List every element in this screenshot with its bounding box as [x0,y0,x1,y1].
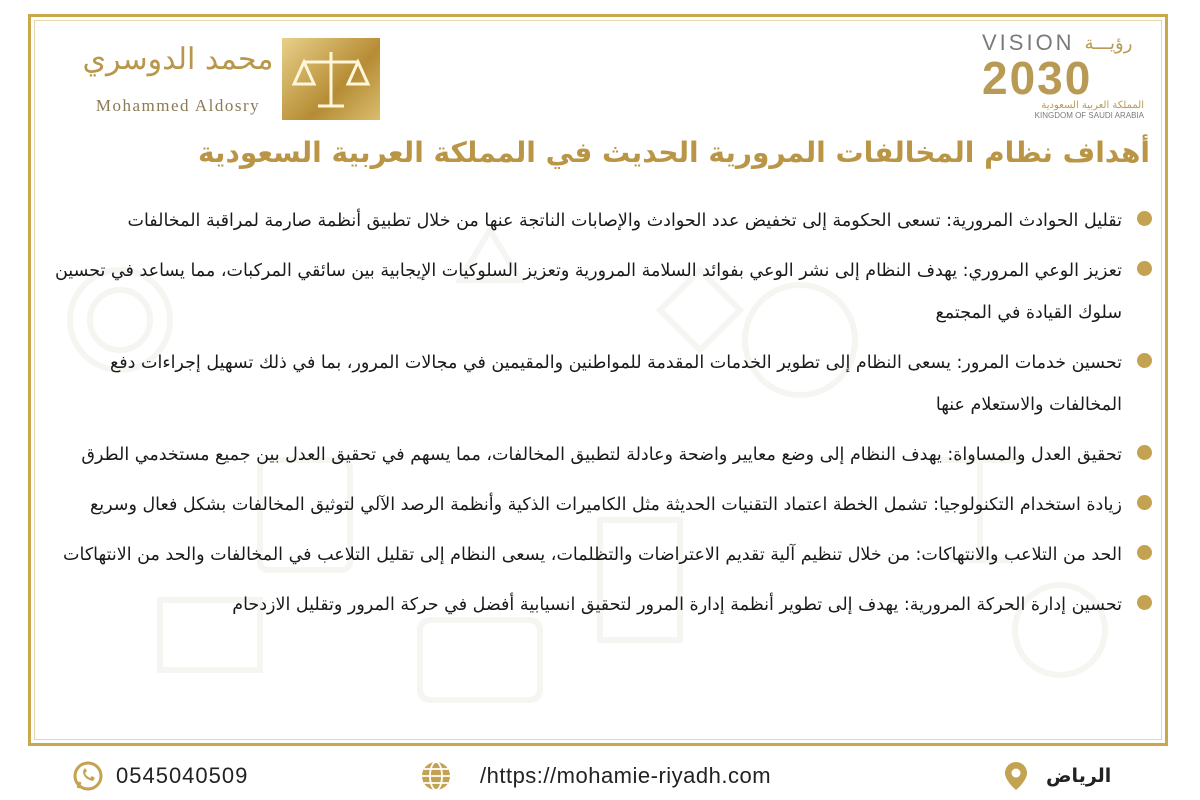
page-title: أهداف نظام المخالفات المرورية الحديث في المملكة العربية السعودية [197,136,1150,169]
phone-number: 0545040509 [116,763,249,788]
footer-website[interactable] [420,760,771,792]
list-item [40,250,1160,334]
brand-name-ar: محمد الدوسري [82,42,274,77]
whatsapp-icon [72,760,104,792]
list-item [40,200,1160,242]
goals-list [40,200,1160,745]
bullet-icon [1137,353,1152,368]
bullet-icon [1137,261,1152,276]
location-pin-icon [1000,760,1032,792]
list-item [40,534,1160,576]
vision-kingdom-en: KINGDOM OF SAUDI ARABIA [1034,111,1144,120]
bullet-icon [1137,445,1152,460]
bullet-icon [1137,495,1152,510]
globe-icon [420,760,452,792]
list-item-text: تحقيق العدل والمساواة: يهدف النظام إلى وضع معايير واضحة وعادلة لتطبيق المخالفات، مما يسهم في تحقيق العدل بين جميع مستخدمي الطرق [81,445,1122,465]
list-item-text: تحسين خدمات المرور: يسعى النظام إلى تطوير الخدمات المقدمة للمواطنين والمقيمين في مجالات المرور، بما في ذلك تسهيل إجراءات دفع المخالفات والاستعلام عنها [109,353,1122,415]
list-item-text: تقليل الحوادث المرورية: تسعى الحكومة إلى تخفيض عدد الحوادث والإصابات الناتجة عنها من خلال تطبيق أنظمة صارمة لمراقبة المخالفات [127,211,1122,231]
footer-location [1000,760,1111,792]
list-item-text: تحسين إدارة الحركة المرورية: يهدف إلى تطوير أنظمة إدارة المرور لتحقيق انسيابية أفضل في حركة المرور وتقليل الازدحام [232,595,1122,615]
list-item [40,342,1160,426]
vision-kingdom-ar: المملكة العربية السعودية [1041,100,1144,111]
website-url: /https://mohamie-riyadh.com [480,763,772,788]
vision-year: 2030 [982,52,1093,104]
vision-2030-logo [982,30,1152,130]
list-item-text: تعزيز الوعي المروري: يهدف النظام إلى نشر الوعي بفوائد السلامة المرورية وتعزيز السلوكيات الإيجابية بين سائقي المركبات، مما يساعد في تحسين سلوك القيادة في المجتمع [54,261,1122,323]
brand-logo [80,38,380,124]
list-item [40,434,1160,476]
bullet-icon [1137,595,1152,610]
list-item [40,484,1160,526]
footer-phone[interactable] [72,760,248,792]
list-item [40,584,1160,626]
vision-word: VISION [982,30,1075,55]
brand-emblem [282,38,380,120]
list-item-text: الحد من التلاعب والانتهاكات: من خلال تنظيم آلية تقديم الاعتراضات والتظلمات، يسعى النظام إلى تقليل التلاعب في المخالفات والحد من الانتهاكات [63,545,1122,565]
footer [0,752,1200,800]
location-text: الرياض [1046,765,1112,787]
list-item-text: زيادة استخدام التكنولوجيا: تشمل الخطة اعتماد التقنيات الحديثة مثل الكاميرات الذكية وأنظمة الرصد الآلي لتوثيق المخالفات بشكل فعال وسريع [89,495,1122,515]
brand-name-en: Mohammed Aldosry [95,96,261,115]
vision-word-ar: رؤيـــة [1084,32,1133,54]
bullet-icon [1137,545,1152,560]
scales-icon [282,38,380,120]
bullet-icon [1137,211,1152,226]
